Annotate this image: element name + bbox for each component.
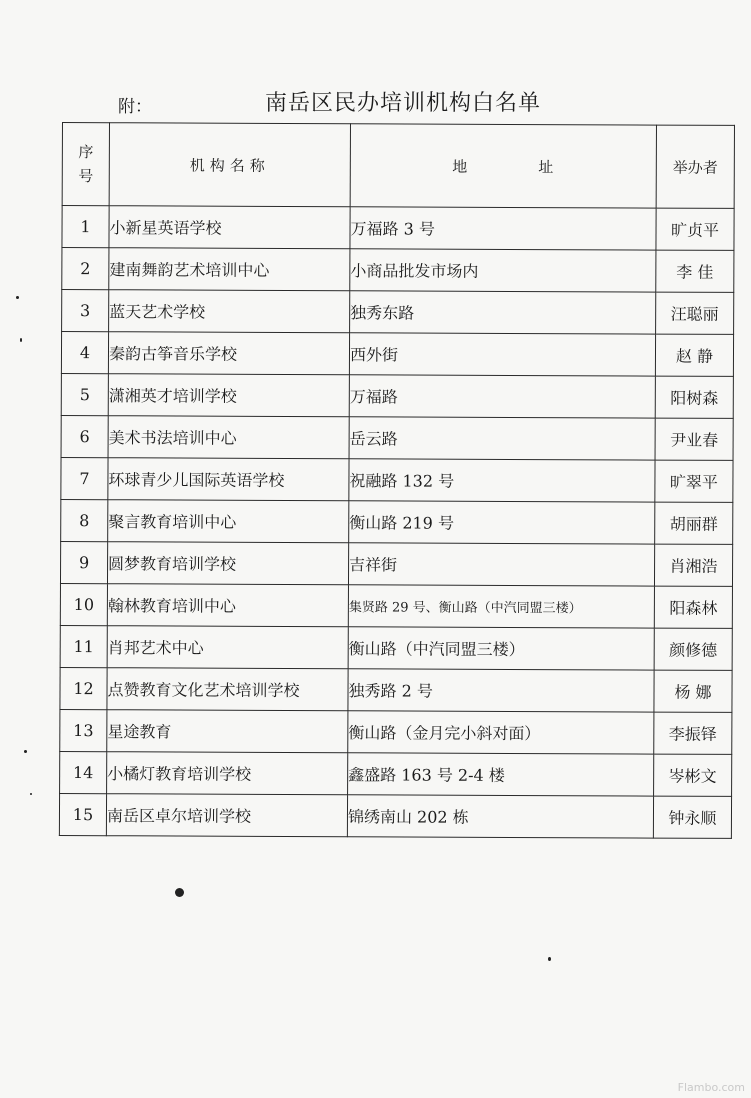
- table-row: [60, 667, 732, 712]
- row-name: 小橘灯教育培训学校: [107, 752, 348, 795]
- row-no: 9: [60, 541, 107, 583]
- row-name: 点赞教育文化艺术培训学校: [107, 668, 348, 711]
- row-name: 潇湘英才培训学校: [108, 374, 349, 417]
- table-row: [62, 248, 734, 293]
- row-no: 11: [60, 625, 107, 667]
- table-row: [60, 541, 732, 586]
- row-no: 14: [60, 751, 107, 793]
- row-address: 岳云路: [349, 417, 655, 460]
- scan-speck: [24, 750, 27, 753]
- page-title: 南岳区民办培训机构白名单: [265, 91, 542, 116]
- table-row: [61, 373, 733, 418]
- scan-speck: [30, 793, 32, 795]
- table-row: [61, 499, 733, 544]
- row-name: 翰林教育培训中心: [107, 584, 348, 627]
- row-name: 肖邦艺术中心: [107, 626, 348, 669]
- row-holder: 李 佳: [656, 250, 734, 292]
- scan-speck: [548, 957, 551, 961]
- table-row: [60, 583, 732, 628]
- row-no: 5: [61, 373, 108, 415]
- row-address: 衡山路（金月完小斜对面）: [348, 711, 654, 754]
- row-address: 独秀东路: [350, 291, 656, 334]
- row-name: 秦韵古筝音乐学校: [108, 332, 349, 375]
- row-address: 万福路: [349, 375, 655, 418]
- annex-label: 附：: [118, 97, 152, 117]
- row-no: 8: [61, 499, 108, 541]
- row-name: 小新星英语学校: [109, 206, 350, 249]
- row-name: 圆梦教育培训学校: [107, 542, 348, 585]
- row-no: 1: [62, 206, 109, 248]
- table-row: [60, 709, 732, 754]
- row-address: 万福路 3 号: [350, 207, 656, 250]
- row-address: 锦绣南山 202 栋: [347, 795, 653, 838]
- whitelist-table: [59, 122, 735, 839]
- table-row: [61, 332, 733, 377]
- row-holder: 岑彬文: [654, 754, 732, 796]
- row-holder: 杨 娜: [654, 670, 732, 712]
- row-no: 13: [60, 709, 107, 751]
- scan-speck: [20, 338, 22, 342]
- row-no: 15: [59, 793, 106, 835]
- column-header-no: [62, 123, 109, 206]
- row-no: 3: [62, 290, 109, 332]
- row-holder: 阳森林: [654, 586, 732, 628]
- column-header-no-line1: 序: [78, 143, 94, 162]
- row-no: 4: [61, 332, 108, 374]
- scan-speck: [175, 888, 184, 897]
- table-body: [59, 206, 734, 839]
- row-address: 祝融路 132 号: [349, 459, 655, 502]
- row-no: 6: [61, 415, 108, 457]
- row-address: 独秀路 2 号: [348, 669, 654, 712]
- table-header-row: [62, 123, 734, 209]
- table-row: [60, 751, 732, 796]
- column-header-address-part1: 地: [452, 157, 469, 176]
- watermark: Flambo.com: [677, 1081, 745, 1094]
- row-holder: 尹业春: [655, 418, 733, 460]
- table-row: [61, 415, 733, 460]
- row-holder: 李振铎: [654, 712, 732, 754]
- row-name: 环球青少儿国际英语学校: [108, 458, 349, 501]
- column-header-address: [350, 124, 656, 208]
- table-row: [62, 290, 734, 335]
- table-row: [60, 625, 732, 670]
- row-address: 小商品批发市场内: [350, 249, 656, 292]
- row-name: 南岳区卓尔培训学校: [106, 794, 347, 837]
- column-header-holder: 举办者: [656, 125, 734, 208]
- row-holder: 肖湘浩: [654, 544, 732, 586]
- row-name: 建南舞韵艺术培训中心: [109, 248, 350, 291]
- column-header-address-part2: 址: [538, 157, 555, 176]
- row-holder: 颜修德: [654, 628, 732, 670]
- column-header-name: 机构名称: [109, 123, 350, 207]
- row-holder: 胡丽群: [655, 502, 733, 544]
- row-address: 鑫盛路 163 号 2-4 楼: [348, 753, 654, 796]
- row-address: 衡山路 219 号: [349, 501, 655, 544]
- row-holder: 阳树森: [655, 376, 733, 418]
- column-header-no-line2: 号: [78, 167, 94, 186]
- table-row: [59, 793, 731, 838]
- row-no: 10: [60, 583, 107, 625]
- row-name: 星途教育: [107, 710, 348, 753]
- row-address: 西外街: [349, 333, 655, 376]
- row-holder: 赵 静: [655, 334, 733, 376]
- table-row: [61, 457, 733, 502]
- table-row: [62, 206, 734, 251]
- row-holder: 旷贞平: [656, 208, 734, 250]
- row-holder: 钟永顺: [653, 796, 731, 838]
- row-no: 12: [60, 667, 107, 709]
- row-name: 蓝天艺术学校: [109, 290, 350, 333]
- row-holder: 旷翠平: [655, 460, 733, 502]
- row-no: 7: [61, 457, 108, 499]
- row-no: 2: [62, 248, 109, 290]
- row-name: 美术书法培训中心: [108, 416, 349, 459]
- row-address: 衡山路（中汽同盟三楼）: [348, 627, 654, 670]
- row-holder: 汪聪丽: [656, 292, 734, 334]
- row-address: 吉祥街: [348, 543, 654, 586]
- scan-speck: [16, 296, 19, 299]
- row-address: 集贤路 29 号、衡山路（中汽同盟三楼）: [348, 585, 654, 628]
- row-name: 聚言教育培训中心: [108, 500, 349, 543]
